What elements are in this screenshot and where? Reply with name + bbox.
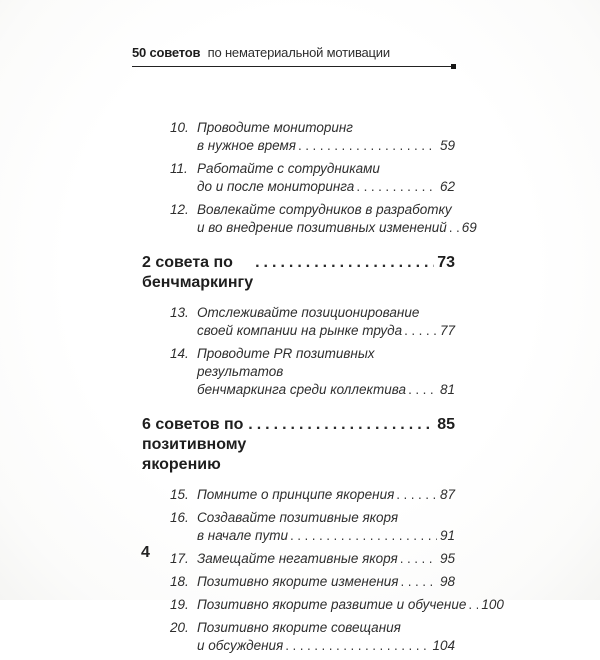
entry-line: Отслеживайте позиционирование <box>197 305 420 320</box>
entry-page-number: 95 <box>439 551 455 566</box>
entry-number: 16. <box>170 510 189 525</box>
toc-entry <box>132 486 455 504</box>
entry-number: 15. <box>170 487 189 502</box>
entry-number: 11. <box>170 161 188 176</box>
entry-page-number: 69 <box>461 220 477 235</box>
entry-last-line <box>197 137 455 155</box>
toc-entry <box>132 160 455 196</box>
dot-leader <box>356 178 437 196</box>
entry-page-number: 62 <box>439 179 455 194</box>
toc-entry <box>132 550 455 568</box>
entry-line: и обсуждения <box>197 638 284 653</box>
entry-line: и во внедрение позитивных изменений <box>197 220 447 235</box>
entry-number: 13. <box>170 305 189 320</box>
entry-last-line <box>197 322 455 340</box>
entry-page-number: 98 <box>439 574 455 589</box>
toc-entry <box>132 201 477 237</box>
dot-leader <box>468 596 478 614</box>
toc-section-heading <box>132 253 455 293</box>
entry-last-line <box>197 637 455 655</box>
entry-line: в нужное время <box>197 138 296 153</box>
entry-body <box>197 160 455 196</box>
entry-last-line <box>197 596 504 614</box>
entry-body <box>197 486 455 504</box>
dot-leader <box>255 253 434 273</box>
toc-entry <box>132 119 455 155</box>
toc-section-heading <box>132 415 455 475</box>
page-number: 4 <box>141 544 150 561</box>
entry-number: 19. <box>170 597 189 612</box>
entry-last-line <box>197 550 455 568</box>
toc-entry <box>132 596 504 614</box>
entry-body <box>197 119 455 155</box>
entry-page-number: 104 <box>432 638 455 653</box>
entry-page-number: 87 <box>439 487 455 502</box>
entry-body <box>197 345 455 399</box>
entry-number: 12. <box>170 202 189 217</box>
header-title-bold: 50 советов <box>132 45 201 60</box>
entry-line: Проводите PR позитивных результатов <box>197 346 375 379</box>
dot-leader <box>401 573 437 591</box>
entry-page-number: 77 <box>439 323 455 338</box>
section-label: 6 советов по позитивному якорению <box>142 416 247 473</box>
entry-line: Позитивно якорите изменения <box>197 574 399 589</box>
dot-leader <box>404 322 437 340</box>
dot-leader <box>400 550 437 568</box>
page-content <box>132 45 504 660</box>
header-rule-endcap <box>451 64 456 69</box>
entry-line: Работайте с сотрудниками <box>197 161 380 176</box>
table-of-contents <box>132 119 504 655</box>
running-header <box>132 45 455 67</box>
entry-body <box>197 573 455 591</box>
toc-entry <box>132 345 455 399</box>
entry-body <box>197 304 455 340</box>
entry-line: Позитивно якорите развитие и обучение <box>197 597 467 612</box>
entry-last-line <box>197 178 455 196</box>
entry-body <box>197 550 455 568</box>
header-title-rest: по нематериальной мотивации <box>207 45 390 60</box>
entry-last-line <box>197 527 455 545</box>
entry-number: 17. <box>170 551 189 566</box>
entry-last-line <box>197 486 455 504</box>
toc-entry <box>132 619 455 655</box>
entry-line: в начале пути <box>197 528 288 543</box>
entry-line: Вовлекайте сотрудников в разработку <box>197 202 452 217</box>
dot-leader <box>298 137 437 155</box>
entry-line: Создавайте позитивные якоря <box>197 510 399 525</box>
dot-leader <box>408 381 437 399</box>
entry-page-number: 100 <box>481 597 504 612</box>
entry-line: бенчмаркинга среди коллектива <box>197 382 407 397</box>
toc-entry <box>132 304 455 340</box>
entry-body <box>197 596 504 614</box>
entry-body <box>197 509 455 545</box>
section-page-number: 73 <box>437 254 455 271</box>
entry-number: 18. <box>170 574 189 589</box>
entry-last-line <box>197 381 455 399</box>
header-rule <box>132 66 455 67</box>
dot-leader <box>290 527 437 545</box>
section-page-number: 85 <box>437 416 455 433</box>
entry-line: до и после мониторинга <box>197 179 355 194</box>
entry-body <box>197 619 455 655</box>
entry-last-line <box>197 219 477 237</box>
entry-line: своей компании на рынке труда <box>197 323 403 338</box>
entry-line: Проводите мониторинг <box>197 120 353 135</box>
entry-body <box>197 201 477 237</box>
entry-number: 20. <box>170 620 189 635</box>
entry-number: 14. <box>170 346 189 361</box>
toc-entry <box>132 509 455 545</box>
dot-leader <box>248 415 434 435</box>
section-label: 2 совета по бенчмаркингу <box>142 254 254 291</box>
entry-page-number: 81 <box>439 382 455 397</box>
entry-line: Позитивно якорите совещания <box>197 620 401 635</box>
dot-leader <box>285 637 429 655</box>
entry-number: 10. <box>170 120 189 135</box>
dot-leader <box>396 486 437 504</box>
entry-page-number: 91 <box>439 528 455 543</box>
entry-page-number: 59 <box>439 138 455 153</box>
entry-line: Замещайте негативные якоря <box>197 551 398 566</box>
entry-line: Помните о принципе якорения <box>197 487 395 502</box>
dot-leader <box>449 219 459 237</box>
entry-last-line <box>197 573 455 591</box>
toc-entry <box>132 573 455 591</box>
